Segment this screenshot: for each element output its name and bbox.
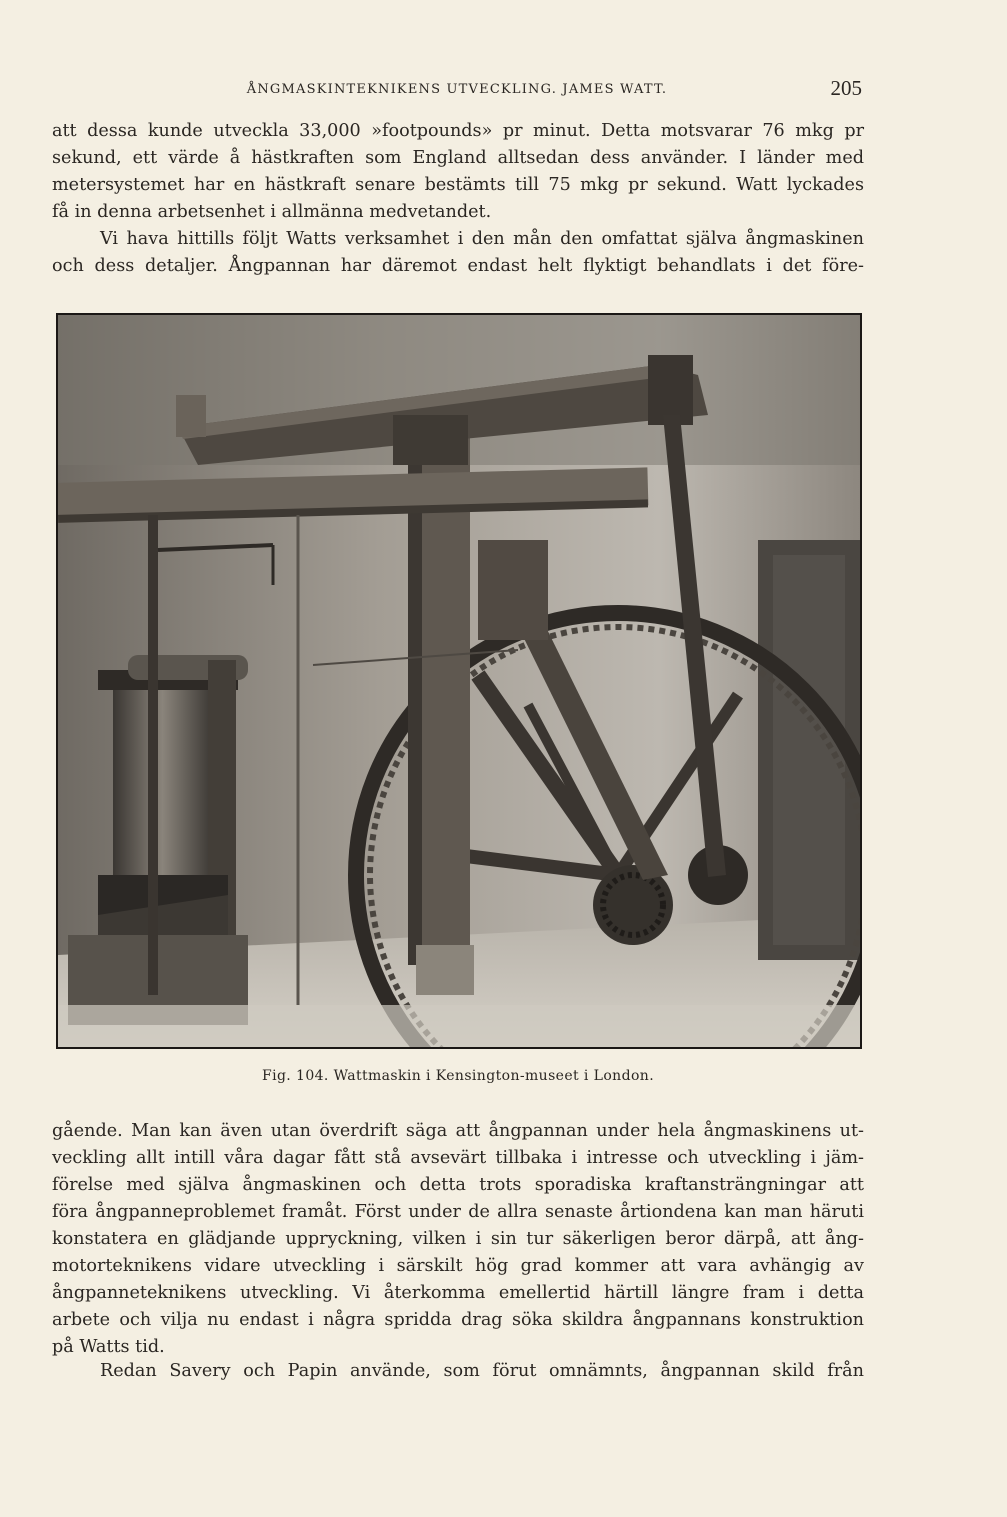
text-line: och dess detaljer. Ångpannan har däremot endast helt flyktigt behandlats i det före- bbox=[52, 256, 864, 276]
figure-caption: Fig. 104. Wattmaskin i Kensington-museet i London. bbox=[261, 1068, 655, 1084]
paragraph-savery-papin bbox=[52, 1358, 864, 1385]
figure-photo-watt-engine bbox=[56, 313, 862, 1049]
paragraph-continuation bbox=[52, 118, 864, 226]
page-number: 205 bbox=[830, 76, 862, 100]
engine-photograph bbox=[58, 315, 860, 1047]
text-line: på Watts tid. bbox=[52, 1337, 165, 1357]
paragraph-boiler-history bbox=[52, 1118, 864, 1361]
running-head-title: ÅNGMASKINTEKNIKENS UTVECKLING. JAMES WATT. bbox=[246, 82, 668, 97]
text-line: sekund, ett värde å hästkraften som England alltsedan dess använder. I länder med bbox=[52, 148, 864, 168]
text-line: att dessa kunde utveckla 33,000 »footpounds» pr minut. Detta motsvarar 76 mkg pr bbox=[52, 121, 864, 141]
text-line: Vi hava hittills följt Watts verksamhet i den mån den omfattat själva ångmaskinen bbox=[100, 229, 864, 249]
paragraph-boiler-intro bbox=[52, 226, 864, 280]
text-line: ångpanneteknikens utveckling. Vi återkomma emellertid härtill längre fram i detta bbox=[52, 1283, 864, 1303]
text-line: föra ångpanneproblemet framåt. Först under de allra senaste årtiondena kan man häruti bbox=[52, 1202, 864, 1222]
text-line: förelse med själva ångmaskinen och detta trots sporadiska kraftansträngningar att bbox=[52, 1175, 864, 1195]
text-line: Redan Savery och Papin använde, som förut omnämnts, ångpannan skild från bbox=[100, 1361, 864, 1381]
text-line: veckling allt intill våra dagar fått stå avsevärt tillbaka i intresse och utveckling i jäm- bbox=[52, 1148, 864, 1168]
text-line: gående. Man kan även utan överdrift säga att ångpannan under hela ångmaskinens ut- bbox=[52, 1121, 864, 1141]
running-head bbox=[52, 78, 862, 102]
text-line: få in denna arbetsenhet i allmänna medvetandet. bbox=[52, 202, 492, 222]
text-line: metersystemet har en hästkraft senare bestämts till 75 mkg pr sekund. Watt lyckades bbox=[52, 175, 864, 195]
text-line: motorteknikens vidare utveckling i särskilt hög grad kommer att vara avhängig av bbox=[52, 1256, 864, 1276]
text-line: arbete och vilja nu endast i några spridda drag söka skildra ångpannans konstruktion bbox=[52, 1310, 864, 1330]
text-line: konstatera en glädjande uppryckning, vilken i sin tur säkerligen beror därpå, att ång- bbox=[52, 1229, 864, 1249]
